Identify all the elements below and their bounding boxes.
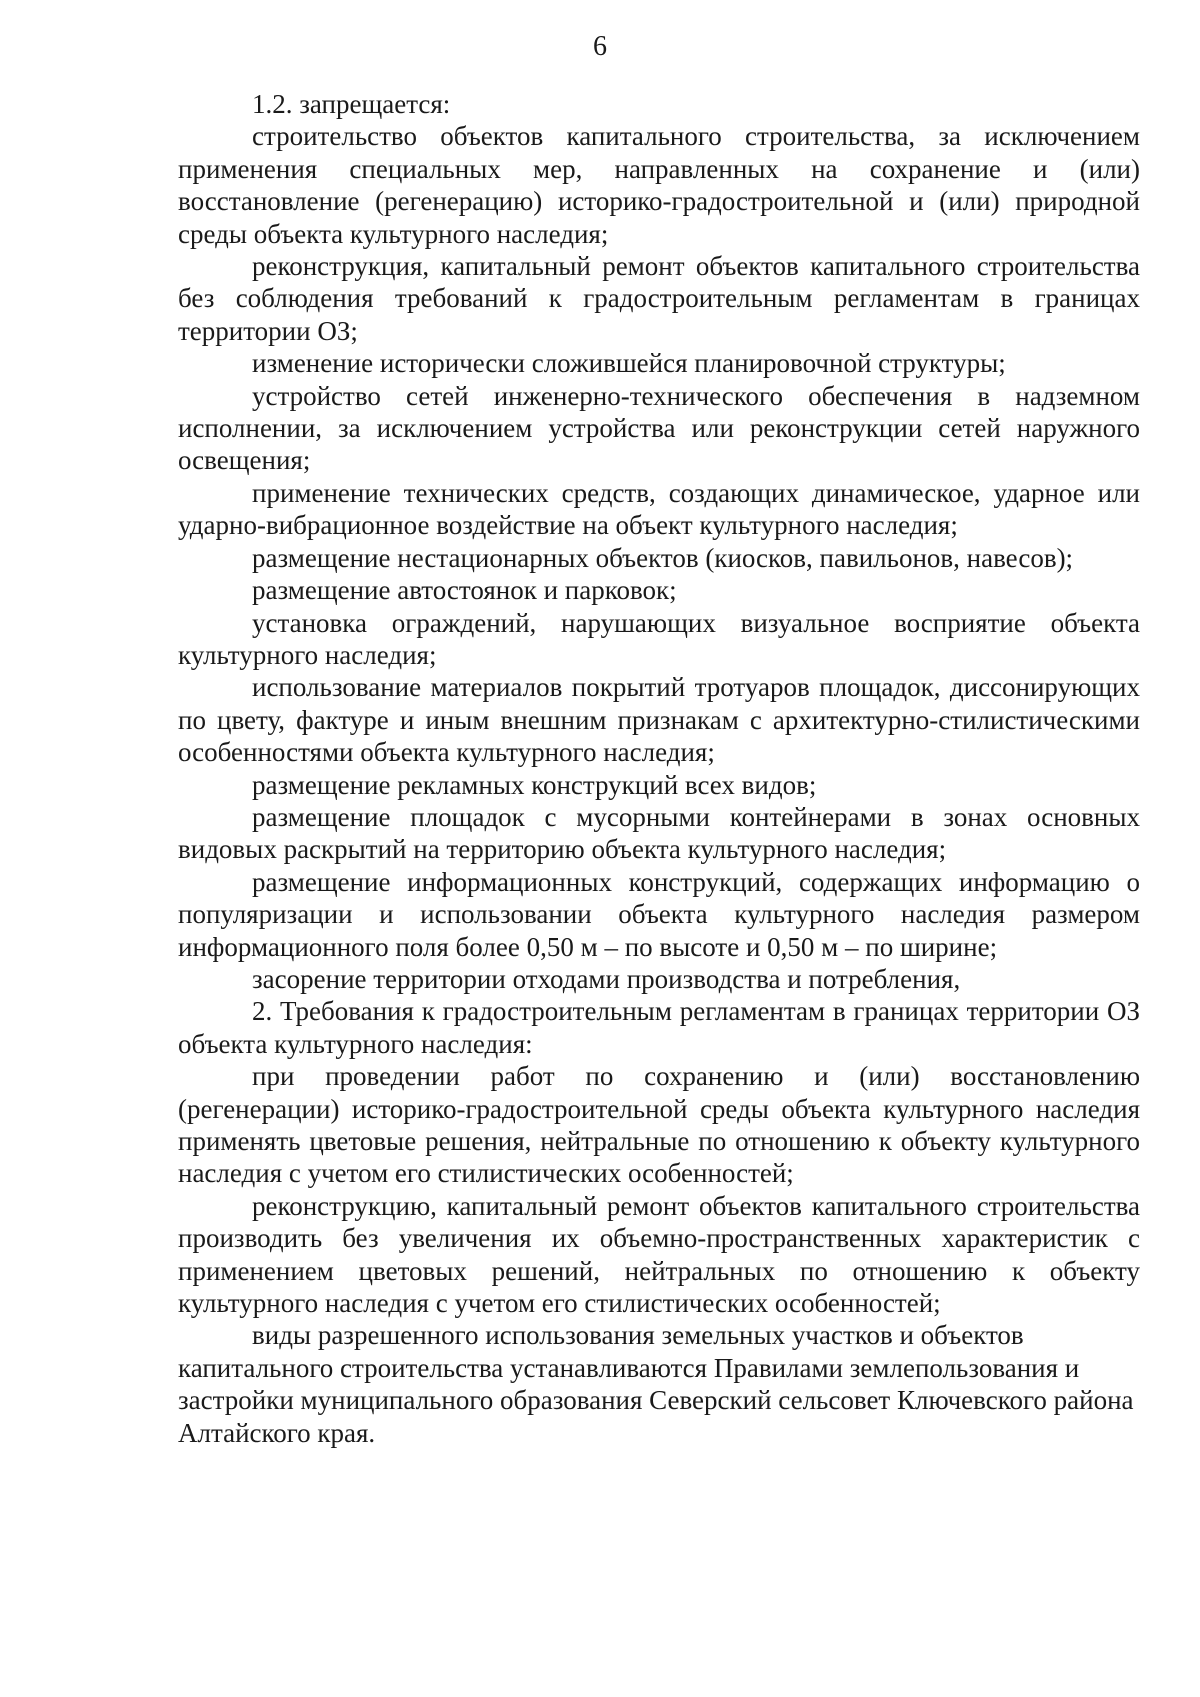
- requirement-item: виды разрешенного использования земельных участков и объектов капитального строительства устанавливаются Правилами землепользования и застройки муниципального образования Северский сельсовет Ключевского района Алтайского края.: [178, 1320, 1134, 1448]
- section-heading-2: 2. Требования к градостроительным регламентам в границах территории ОЗ объекта культурного наследия:: [178, 996, 1140, 1059]
- prohibition-item: размещение рекламных конструкций всех видов;: [252, 769, 817, 800]
- prohibition-item: размещение автостоянок и парковок;: [252, 575, 677, 606]
- prohibition-item: устройство сетей инженерно-технического обеспечения в надземном исполнении, за исключением устройства или реконструкции сетей наружного освещения;: [178, 380, 1140, 476]
- section-heading-1-2: 1.2. запрещается:: [252, 89, 451, 119]
- prohibition-item: изменение исторически сложившейся планировочной структуры;: [252, 348, 1006, 379]
- requirement-item: при проведении работ по сохранению и (или) восстановлению (регенерации) историко-градостроительной среды объекта культурного наследия применять цветовые решения, нейтральные по отношению к объекту культурного наследия с учетом его стилистических особенностей;: [178, 1061, 1140, 1189]
- prohibition-item: реконструкция, капитальный ремонт объектов капитального строительства без соблюдения требований к градостроительным регламентам в границах территории ОЗ;: [178, 251, 1140, 346]
- prohibition-item: установка ограждений, нарушающих визуальное восприятие объекта культурного наследия;: [178, 607, 1140, 670]
- document-body: [178, 88, 1140, 1449]
- prohibition-item: размещение площадок с мусорными контейнерами в зонах основных видовых раскрытий на территорию объекта культурного наследия;: [178, 801, 1140, 865]
- prohibition-item: размещение информационных конструкций, содержащих информацию о популяризации и использовании объекта культурного наследия размером информационного поля более 0,50 м – по высоте и 0,50 м – по ширине;: [178, 866, 1140, 962]
- prohibition-item: размещение нестационарных объектов (киосков, павильонов, навесов);: [252, 542, 1074, 573]
- prohibition-item: использование материалов покрытий тротуаров площадок, диссонирующих по цвету, фактуре и иным внешним признакам с архитектурно-стилистическими особенностями объекта культурного наследия;: [178, 672, 1140, 768]
- prohibition-item: строительство объектов капитального строительства, за исключением применения специальных мер, направленных на сохранение и (или) восстановление (регенерацию) историко-градостроительной и (или) природной среды объекта культурного наследия;: [178, 121, 1140, 249]
- page-number: 6: [593, 31, 607, 62]
- requirement-item: реконструкцию, капитальный ремонт объектов капитального строительства производить без увеличения их объемно-пространственных характеристик с применением цветовых решений, нейтральных по отношению к объекту культурного наследия с учетом его стилистических особенностей;: [178, 1190, 1140, 1319]
- prohibition-item: засорение территории отходами производства и потребления,: [252, 963, 961, 994]
- prohibition-item: применение технических средств, создающих динамическое, ударное или ударно-вибрационное воздействие на объект культурного наследия;: [178, 477, 1140, 541]
